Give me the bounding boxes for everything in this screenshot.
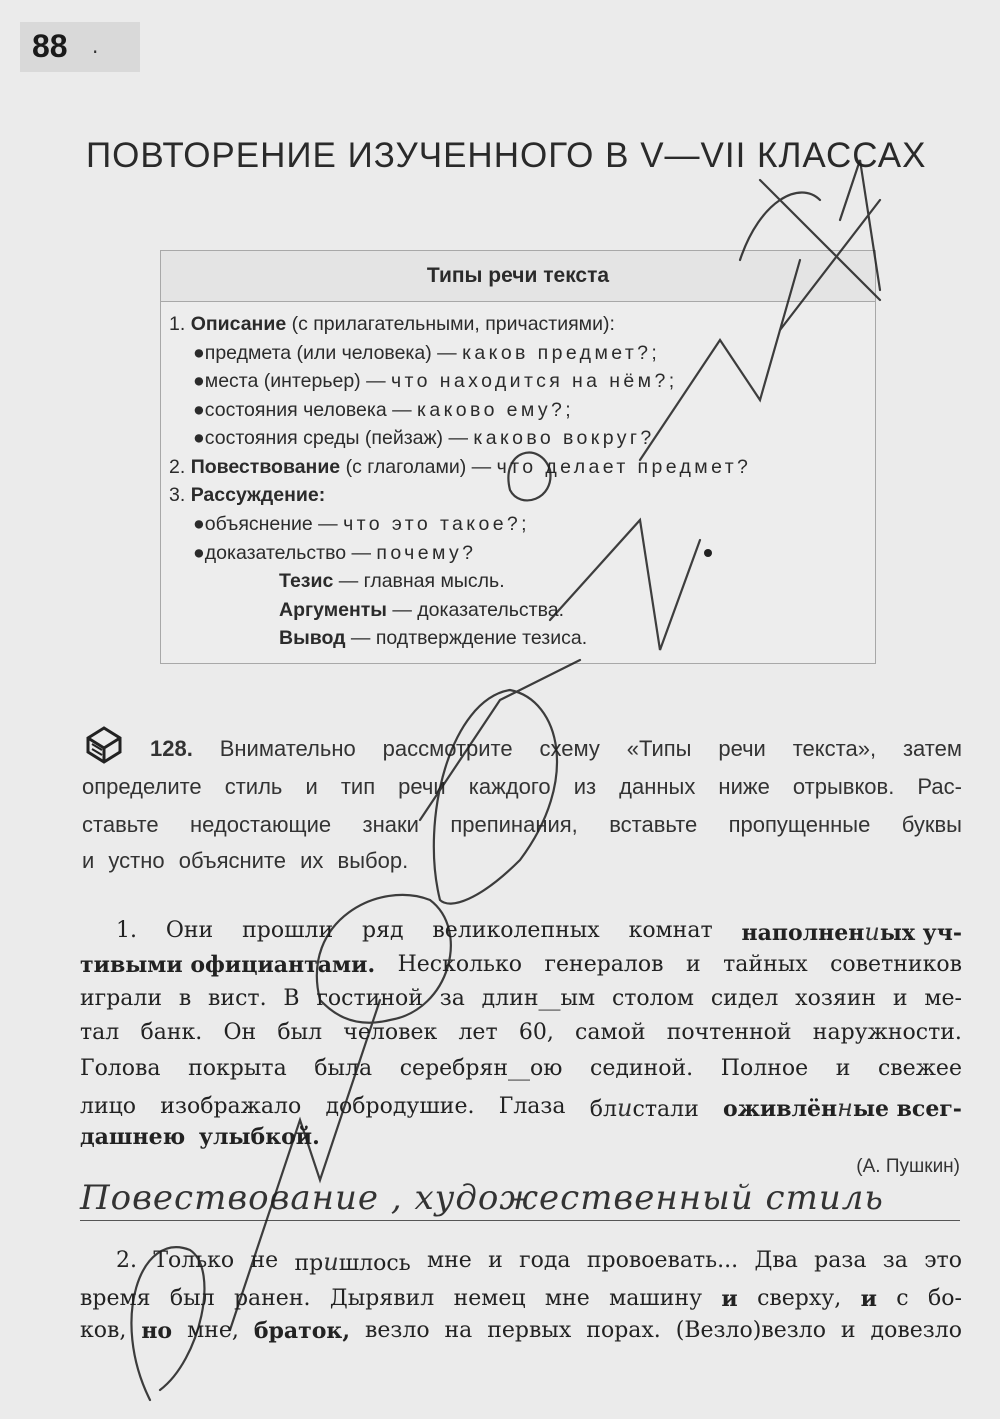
exercise-line: и устно объясните их выбор. [82,848,409,873]
scheme-item-narration: 2. Повествование (с глаголами) — что делает предмет? [169,456,752,478]
text1-line: 1. Они прошли ряд великолепных комнат наполнениых уч- [116,918,962,946]
exercise-line: определите стиль и тип речи каждого из данных ниже отрывков. Рас- [82,774,962,799]
text1-line: лицо изображало добродушие. Глаза блистали оживлённые всег- [80,1094,962,1122]
speech-types-scheme [160,250,876,664]
text1-line: тал банк. Он был человек лет 60, самой почтенной наружности. [80,1020,962,1045]
text1-line: тивыми официантами. Несколько генералов и тайных советников [80,952,962,978]
text2-line: ков, но мне, браток, везло на первых порах. (Везло)везло и довезло [80,1318,962,1344]
scheme-item-reasoning: 3. Рассуждение: [169,484,326,506]
text2-line: 2. Только не пришлось мне и года провоевать... Два раза за это [116,1248,962,1276]
scheme-subitem: ●состояния среды (пейзаж) — каково вокруг? [193,427,655,449]
handwritten-answer-line: Повествование , художественный стиль [80,1172,960,1221]
scheme-title: Типы речи текста [161,251,875,302]
scheme-subitem: ●доказательство — почему? [193,542,477,564]
bullet-icon: ● [193,342,205,364]
section-title: ПОВТОРЕНИЕ ИЗУЧЕННОГО В V—VII КЛАССАХ [86,136,927,175]
bullet-icon: ● [193,399,205,421]
scheme-arguments: Аргументы — доказательства. [279,599,565,621]
scheme-item-description: 1. Описание (с прилагательными, причастиями): [169,313,615,335]
exercise-line: ставьте недостающие знаки препинания, вставьте пропущенные буквы [82,812,962,837]
scheme-subitem: ●предмета (или человека) — каков предмет?; [193,342,661,364]
bullet-icon: ● [193,370,205,392]
scheme-subitem: ●состояния человека — каково ему?; [193,399,575,421]
cube-icon [82,722,126,766]
scheme-thesis: Тезис — главная мысль. [279,570,505,592]
page-number-dot: · [92,40,99,64]
scheme-conclusion: Вывод — подтверждение тезиса. [279,627,588,649]
scheme-subitem: ●места (интерьер) — что находится на нём?; [193,370,678,392]
bullet-icon: ● [193,513,205,535]
text2-line: время был ранен. Дырявил немец мне машину и сверху, и с бо- [80,1286,962,1312]
text1-line: дашнею улыбкой. [80,1124,320,1150]
scheme-subitem: ●объяснение — что это такое?; [193,513,530,535]
page-number: 88 [32,28,68,64]
text1-line: Голова покрыта была серебрян__ою сединой. Полное и свежее [80,1056,962,1081]
bullet-icon: ● [193,542,205,564]
author-attribution: (А. Пушкин) [856,1156,960,1177]
text1-line: играли в вист. В гостиной за длин__ым столом сидел хозяин и ме- [80,986,962,1011]
exercise-line: 128. Внимательно рассмотрите схему «Типы речи текста», затем [150,736,962,761]
bullet-icon: ● [193,427,205,449]
